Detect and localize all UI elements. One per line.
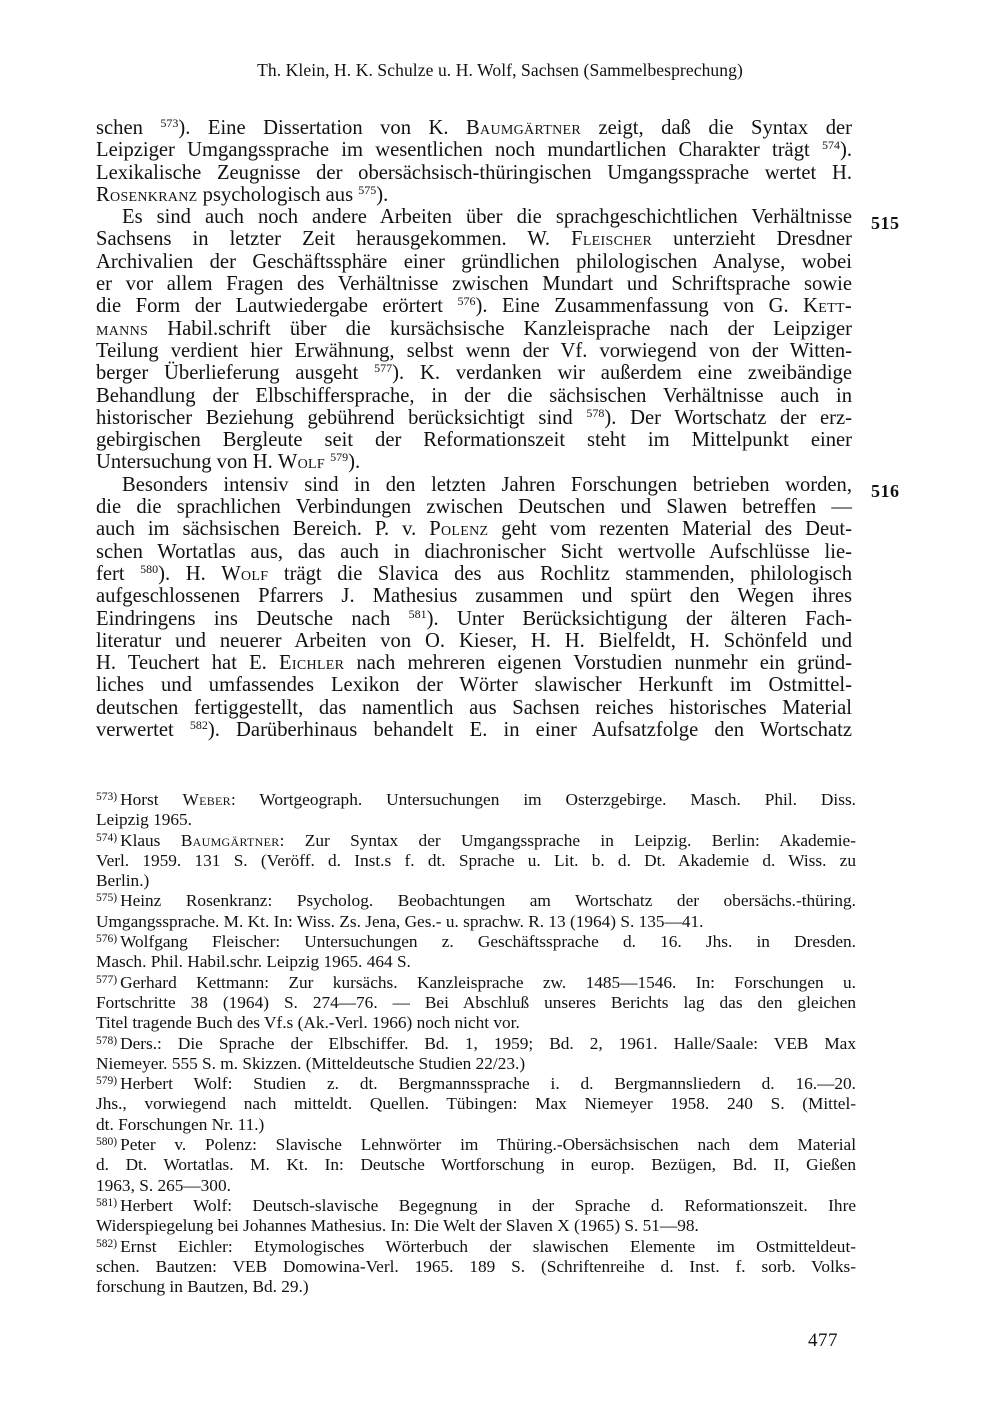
text-line: auch im sächsischen Bereich. P. v. Polenz geht vom rezenten Material des Deut- <box>96 518 852 541</box>
author-name-small-caps: Baumgärtner <box>466 117 581 139</box>
footnote-reference: 573 <box>160 116 179 130</box>
text-line: gebirgischen Bergleute seit der Reformationszeit steht im Mittelpunkt einer <box>96 429 852 452</box>
text-line: Teilung verdient hier Erwähnung, selbst wenn der Vf. vorwiegend von der Witten- <box>96 339 852 362</box>
footnote-line: $^{574)}$ Klaus Baumgärtner: Zur Syntax der Umgangssprache in Leipzig. Berlin: Akademie- <box>96 830 856 850</box>
footnote-number: 581) <box>96 1196 118 1209</box>
margin-number: 516 <box>871 481 900 501</box>
margin-number: 515 <box>871 213 900 233</box>
text-line: die die sprachlichen Verbindungen zwischen Deutschen und Slawen betreffen — <box>96 496 852 519</box>
text-line: schen Wortatlas aus, das auch in diachronischer Sicht wertvolle Aufschlüsse lie- <box>96 540 852 563</box>
text-line: Besonders intensiv sind in den letzten Jahren Forschungen betrieben worden, <box>122 473 852 496</box>
footnote-reference: 580 <box>140 561 159 576</box>
footnote <box>96 1135 856 1196</box>
footnote-line: d. Dt. Wortatlas. M. Kt. In: Deutsche Wortforschung in europ. Bezügen, Bd. II, Gießen <box>96 1155 856 1175</box>
paragraph <box>96 117 852 206</box>
footnote <box>96 1196 856 1237</box>
footnote-number: 580) <box>96 1136 118 1149</box>
page-number: 477 <box>808 1330 838 1351</box>
footnote-line: Berlin.) <box>96 871 150 891</box>
text-line: fert $^{580}$). H. Wolf trägt die Slavica des aus Rochlitz stammenden, philologisch <box>96 561 852 585</box>
footnote <box>96 831 856 892</box>
footnote-line: $^{581)}$ Herbert Wolf: Deutsch-slavische Begegnung in der Sprache d. Reformationszeit. Ihre <box>96 1195 856 1215</box>
footnote-line: 1963, S. 265—300. <box>96 1175 231 1195</box>
footnote-number: 582) <box>96 1237 118 1250</box>
footnote-line: $^{573)}$ Horst Weber: Wortgeograph. Untersuchungen im Osterzgebirge. Masch. Phil. Diss. <box>96 790 856 809</box>
footnote-line: Jhs., vorwiegend nach mitteldt. Quellen. Tübingen: Max Niemeyer 1958. 240 S. (Mittel- <box>96 1094 856 1114</box>
footnote-line: $^{576)}$ Wolfgang Fleischer: Untersuchungen z. Geschäftssprache d. 16. Jhs. in Dresden. <box>96 932 856 952</box>
footnote-line: schen. Bautzen: VEB Domowina-Verl. 1965. 189 S. (Schriftenreihe d. Inst. f. sorb. Volks- <box>96 1256 856 1276</box>
text-line: H. Teuchert hat E. Eichler nach mehreren eigenen Vorstudien nunmehr ein gründ- <box>96 652 852 675</box>
author-name-small-caps: Wolf <box>277 451 325 474</box>
author-name-small-caps: Rosenkranz <box>96 183 198 206</box>
footnote-reference: 577 <box>374 361 393 376</box>
author-name-small-caps: Kett- <box>803 295 852 318</box>
text-line: Untersuchung von H. Wolf $^{579}$). <box>96 450 361 474</box>
footnote-line: $^{579)}$ Herbert Wolf: Studien z. dt. Bergmannssprache i. d. Bergmannsliedern d. 16.—20. <box>96 1074 856 1094</box>
footnote-line: dt. Forschungen Nr. 11.) <box>96 1114 265 1134</box>
author-name-small-caps: Fleischer <box>571 228 653 251</box>
footnote-line: forschung in Bautzen, Bd. 29.) <box>96 1277 309 1297</box>
author-name-small-caps: Weber <box>182 790 231 809</box>
footnote-line: $^{577)}$ Gerhard Kettmann: Zur kursächs. Kanzleisprache zw. 1485—1546. In: Forschungen u. <box>96 972 856 992</box>
text-line: aufgeschlossenen Pfarrers J. Mathesius zusammen und spürt den Wegen ihres <box>96 585 852 608</box>
footnote-reference: 578 <box>586 405 605 420</box>
footnote-number: 575) <box>96 892 118 905</box>
text-line: Archivalien der Geschäftssphäre einer gründlichen philologischen Analyse, wobei <box>96 250 852 273</box>
footnote-number: 577) <box>96 973 118 986</box>
paragraph <box>96 206 852 474</box>
text-line: verwertet $^{582}$). Darüberhinaus behandelt E. in einer Aufsatzfolge den Wortschatz <box>96 718 852 742</box>
text-line: berger Überlieferung ausgeht $^{577}$). K. verdanken wir außerdem eine zweibändige <box>96 361 852 385</box>
footnote-line: Fortschritte 38 (1964) S. 274—76. — Bei Abschluß unseres Berichts lag das den gleichen <box>96 992 856 1012</box>
footnote-line: Umgangssprache. M. Kt. In: Wiss. Zs. Jena, Ges.- u. sprachw. R. 13 (1964) S. 135—41. <box>96 911 704 931</box>
footnote <box>96 790 856 831</box>
footnote <box>96 932 856 973</box>
author-name-small-caps: Eichler <box>279 652 345 675</box>
footnote <box>96 1237 856 1298</box>
footnote <box>96 891 856 932</box>
footnote-reference: 576 <box>457 294 476 309</box>
text-line: er vor allem Fragen des Verhältnisse zwischen Mundart und Schriftsprache sowie <box>96 273 852 296</box>
text-line: Sachsens in letzter Zeit herausgekommen. W. Fleischer unterzieht Dresdner <box>96 228 852 251</box>
footnote-number: 579) <box>96 1075 118 1088</box>
footnote-line: Verl. 1959. 131 S. (Veröff. d. Inst.s f. dt. Sprache u. Lit. b. d. Dt. Akademie d. Wiss. zu <box>96 850 856 870</box>
text-line: liches und umfassendes Lexikon der Wörter slawischer Herkunft im Ostmittel- <box>96 674 852 697</box>
text-line: historischer Beziehung gebührend berücksichtigt sind $^{578}$). Der Wortschatz der erz- <box>96 405 852 429</box>
footnote <box>96 1074 856 1135</box>
footnote-reference: 574 <box>821 138 840 153</box>
main-text <box>96 117 852 741</box>
text-line: manns Habil.schrift über die kursächsische Kanzleisprache nach der Leipziger <box>96 317 852 340</box>
footnote-line: Titel tragende Buch des Vf.s (Ak.-Verl. 1966) noch nicht vor. <box>96 1013 520 1033</box>
author-name-small-caps: Wolf <box>221 562 269 585</box>
footnote-line: $^{575)}$ Heinz Rosenkranz: Psycholog. Beobachtungen am Wortschatz der obersächs.-thüring. <box>96 891 856 911</box>
footnote-line: Widerspiegelung bei Johannes Mathesius. In: Die Welt der Slaven X (1965) S. 51—98. <box>96 1216 699 1236</box>
text-line: schen $^{573}$). Eine Dissertation von K. Baumgärtner zeigt, daß die Syntax der <box>96 116 853 139</box>
text-line: die Form der Lautwiedergabe erörtert $^{576}$). Eine Zusammenfassung von G. Kett- <box>96 294 852 318</box>
footnote-reference: 581 <box>408 606 427 621</box>
footnote-number: 578) <box>96 1034 118 1047</box>
author-name-small-caps: Polenz <box>429 518 489 541</box>
footnote <box>96 973 856 1034</box>
text-line: Eindringens ins Deutsche nach $^{581}$). Unter Berücksichtigung der älteren Fach- <box>96 606 852 630</box>
text-line: literatur und neuerer Arbeiten von O. Kieser, H. H. Bielfeldt, H. Schönfeld und <box>96 629 852 652</box>
running-head: Th. Klein, H. K. Schulze u. H. Wolf, Sachsen (Sammelbesprechung) <box>257 60 743 80</box>
footnote-line: Masch. Phil. Habil.schr. Leipzig 1965. 464 S. <box>96 952 411 972</box>
footnotes <box>96 790 856 1297</box>
footnote-line: $^{580)}$ Peter v. Polenz: Slavische Lehnwörter im Thüring.-Obersächsischen nach dem Material <box>96 1135 856 1155</box>
footnote-reference: 575 <box>358 182 377 197</box>
footnote-reference: 582 <box>189 718 208 733</box>
author-name-small-caps: Baumgärtner <box>180 830 280 850</box>
text-line: Es sind auch noch andere Arbeiten über die sprachgeschichtlichen Verhältnisse <box>122 206 852 229</box>
footnote-reference: 579 <box>330 450 349 465</box>
footnote-line: $^{582)}$ Ernst Eichler: Etymologisches Wörterbuch der slawischen Elemente im Ostmitteldeut- <box>96 1236 856 1256</box>
author-name-small-caps: manns <box>96 317 149 340</box>
text-line: deutschen fertiggestellt, das namentlich aus Sachsen reiches historisches Material <box>96 696 852 719</box>
footnote-number: 574) <box>96 831 118 844</box>
paragraph <box>96 474 852 742</box>
footnote-number: 576) <box>96 933 118 946</box>
text-line: Leipziger Umgangssprache im wesentlichen noch mundartlichen Charakter trägt $^{574}$). <box>96 138 852 162</box>
footnote-line: Leipzig 1965. <box>96 810 192 830</box>
footnote <box>96 1034 856 1075</box>
text-line: Lexikalische Zeugnisse der obersächsisch-thüringischen Umgangssprache wertet H. <box>96 161 852 184</box>
text-line: Rosenkranz psychologisch aus $^{575}$). <box>96 182 389 206</box>
footnote-line: Niemeyer. 555 S. m. Skizzen. (Mitteldeutsche Studien 22/23.) <box>96 1053 526 1073</box>
text-line: Behandlung der Elbschiffersprache, in der die sächsischen Verhältnisse auch in <box>96 384 852 407</box>
footnote-number: 573) <box>96 791 118 803</box>
footnote-line: $^{578)}$ Ders.: Die Sprache der Elbschiffer. Bd. 1, 1959; Bd. 2, 1961. Halle/Saale: VEB Max <box>96 1033 856 1053</box>
